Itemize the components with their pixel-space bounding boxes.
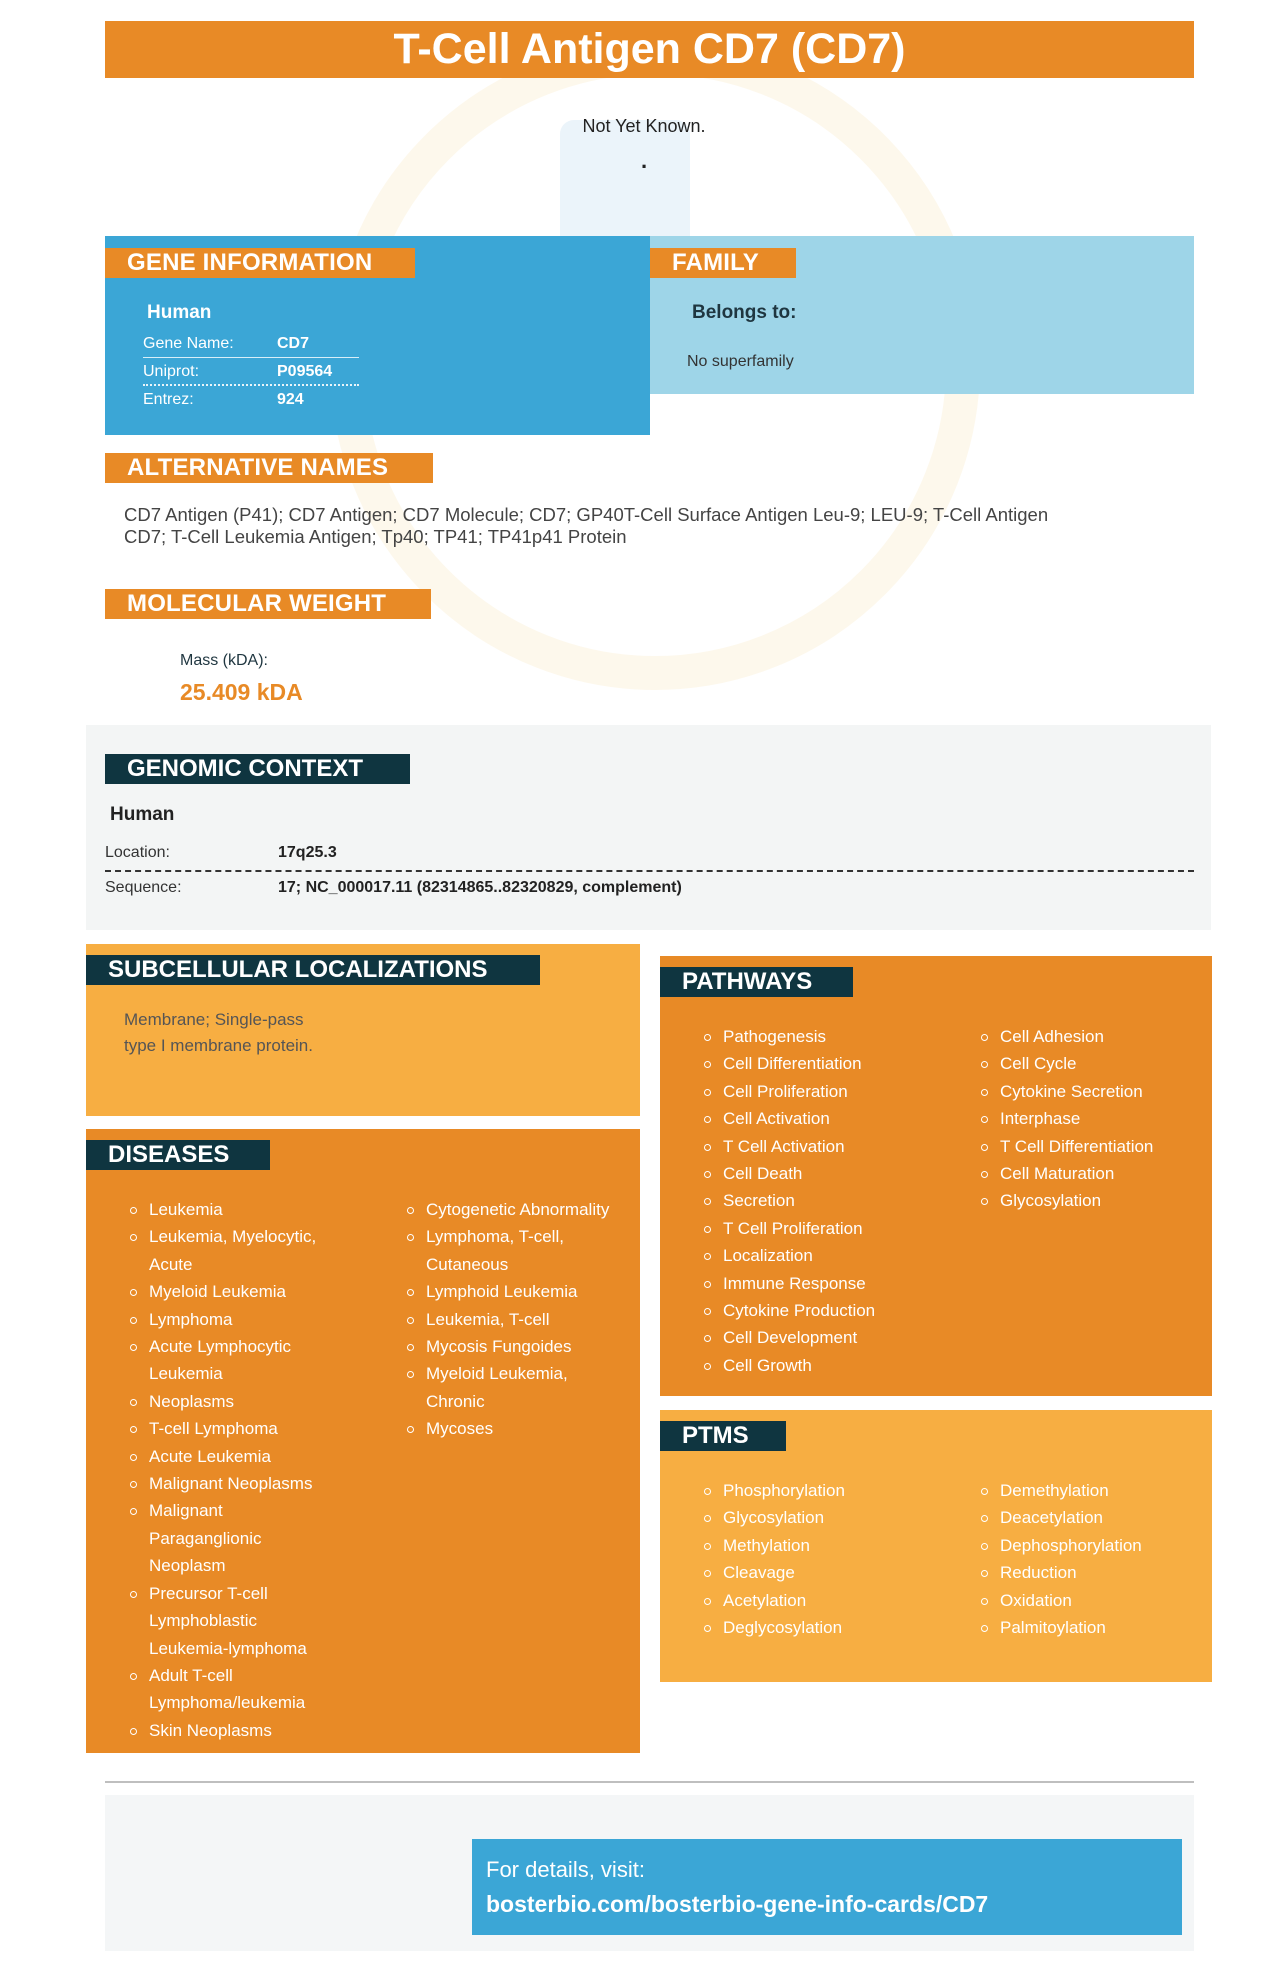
list-item-line: Skin Neoplasms [149, 1720, 272, 1740]
pathways-list-col2 [978, 1023, 1208, 1215]
list-item: Deacetylation [978, 1504, 1208, 1531]
list-item-line: Lymphoid Leukemia [426, 1282, 578, 1302]
list-item [127, 1662, 367, 1717]
list-item: T Cell Activation [701, 1133, 961, 1160]
list-item-line: Mycosis Fungoides [426, 1337, 572, 1357]
sequence-value: 17; NC_000017.11 (82314865..82320829, complement) [278, 879, 682, 896]
entrez-label: Entrez: [143, 391, 194, 408]
list-item: Localization [701, 1242, 961, 1269]
alternative-names-header: ALTERNATIVE NAMES [105, 453, 433, 483]
sequence-label: Sequence: [105, 879, 182, 896]
list-item-line: Leukemia, T-cell [426, 1309, 550, 1329]
list-item-line: T-cell Lymphoma [149, 1419, 278, 1439]
list-item [127, 1306, 367, 1333]
ptms-header: PTMS [660, 1421, 786, 1451]
mass-label: Mass (kDA): [180, 652, 268, 669]
diseases-header: DISEASES [86, 1140, 270, 1170]
list-item [404, 1223, 634, 1278]
family-panel [650, 236, 1194, 394]
list-item-line: Acute Lymphocytic [149, 1337, 292, 1357]
list-item [127, 1388, 367, 1415]
uniprot-row [143, 358, 359, 386]
list-item: Cleavage [701, 1559, 961, 1586]
subcellular-text [124, 1007, 313, 1059]
list-item-line: Mycoses [426, 1419, 494, 1439]
footer-divider [105, 1781, 1194, 1783]
list-item: Glycosylation [701, 1504, 961, 1531]
function-text: Not Yet Known. [582, 116, 706, 136]
list-item-line: Leukemia [149, 1364, 223, 1384]
list-item [404, 1333, 634, 1360]
list-item [127, 1443, 367, 1470]
gene-name-row [143, 330, 359, 358]
list-item-line: Leukemia-lymphoma [149, 1638, 307, 1658]
list-item: Cell Maturation [978, 1160, 1208, 1187]
diseases-list-col2 [404, 1196, 634, 1443]
entrez-row [143, 386, 359, 414]
list-item: Cytokine Production [701, 1297, 961, 1324]
diseases-list-col1 [127, 1196, 367, 1744]
ptms-list-col1 [701, 1477, 961, 1641]
list-item: Glycosylation [978, 1187, 1208, 1214]
gene-species: Human [147, 302, 212, 323]
list-item: Oxidation [978, 1587, 1208, 1614]
list-item-line: Paraganglionic [149, 1528, 262, 1548]
list-item [404, 1306, 634, 1333]
gene-name-value: CD7 [277, 335, 310, 352]
list-item [127, 1196, 367, 1223]
alternative-names-line2: CD7; T-Cell Leukemia Antigen; Tp40; TP41; TP41p41 Protein [124, 526, 627, 547]
uniprot-label: Uniprot: [143, 363, 200, 380]
family-value: No superfamily [687, 353, 794, 370]
list-item-line: Lymphoma/leukemia [149, 1693, 306, 1713]
subcellular-header: SUBCELLULAR LOCALIZATIONS [86, 955, 540, 985]
list-item: Methylation [701, 1532, 961, 1559]
pathways-list-col1 [701, 1023, 961, 1379]
list-item [127, 1333, 367, 1388]
list-item [127, 1580, 367, 1662]
list-item: Cell Proliferation [701, 1078, 961, 1105]
list-item: Secretion [701, 1187, 961, 1214]
list-item [404, 1360, 634, 1415]
location-label: Location: [105, 844, 170, 861]
entrez-value: 924 [277, 391, 304, 408]
pathways-header: PATHWAYS [660, 967, 853, 997]
list-item-line: Malignant [149, 1501, 223, 1521]
list-item: Cell Death [701, 1160, 961, 1187]
list-item-line: Lymphoblastic [149, 1611, 258, 1631]
list-item [404, 1415, 634, 1442]
footer-details-box[interactable] [472, 1839, 1182, 1935]
list-item-line: Acute [149, 1254, 193, 1274]
list-item: Cell Activation [701, 1105, 961, 1132]
mass-value: 25.409 kDA [180, 679, 303, 705]
list-item: Pathogenesis [701, 1023, 961, 1050]
list-item-line: Leukemia [149, 1200, 223, 1219]
ptms-panel [660, 1410, 1212, 1682]
footer-link[interactable]: bosterbio.com/bosterbio-gene-info-cards/CD7 [486, 1891, 989, 1917]
diseases-panel [86, 1129, 640, 1753]
list-item [127, 1470, 367, 1497]
list-item-line: Cutaneous [426, 1254, 509, 1274]
gene-name-label: Gene Name: [143, 335, 234, 352]
genomic-divider [105, 870, 1194, 872]
watermark-logo [560, 120, 690, 250]
list-item: T Cell Differentiation [978, 1133, 1208, 1160]
list-item: Cell Development [701, 1324, 961, 1351]
list-item-line: Malignant Neoplasms [149, 1474, 313, 1494]
family-belongs-label: Belongs to: [692, 302, 797, 323]
list-item-line: Myeloid Leukemia [149, 1282, 287, 1302]
list-item: Cell Growth [701, 1352, 961, 1379]
footer-label: For details, visit: [486, 1857, 645, 1882]
ptms-list-col2 [978, 1477, 1208, 1641]
list-item [127, 1278, 367, 1305]
list-item-line: Lymphoma [149, 1309, 233, 1329]
list-item-line: Adult T-cell [149, 1665, 233, 1685]
list-item: T Cell Proliferation [701, 1215, 961, 1242]
list-item-line: Chronic [426, 1391, 485, 1411]
list-item: Dephosphorylation [978, 1532, 1208, 1559]
gene-information-header: GENE INFORMATION [105, 248, 415, 278]
list-item [127, 1415, 367, 1442]
list-item: Reduction [978, 1559, 1208, 1586]
genomic-context-panel [86, 725, 1211, 930]
subcellular-localizations-panel [86, 944, 640, 1116]
list-item-line: Neoplasm [149, 1556, 226, 1576]
location-value: 17q25.3 [278, 844, 337, 861]
pathways-panel [660, 956, 1212, 1396]
list-item-line: Myeloid Leukemia, [426, 1364, 568, 1384]
list-item: Palmitoylation [978, 1614, 1208, 1641]
subcellular-line2: type I membrane protein. [124, 1036, 313, 1055]
subcellular-line1: Membrane; Single-pass [124, 1010, 304, 1029]
genomic-context-header: GENOMIC CONTEXT [105, 754, 410, 784]
list-item-line: Neoplasms [149, 1391, 235, 1411]
list-item-line: Acute Leukemia [149, 1446, 271, 1466]
list-item: Deglycosylation [701, 1614, 961, 1641]
list-item-line: Cytogenetic Abnormality [426, 1200, 610, 1219]
list-item: Acetylation [701, 1587, 961, 1614]
list-item-line: Leukemia, Myelocytic, [149, 1227, 317, 1247]
list-item: Interphase [978, 1105, 1208, 1132]
family-header: FAMILY [650, 248, 796, 278]
list-item: Demethylation [978, 1477, 1208, 1504]
list-item [404, 1278, 634, 1305]
uniprot-value: P09564 [277, 363, 333, 380]
list-item [127, 1223, 367, 1278]
genomic-species: Human [110, 804, 175, 825]
molecular-weight-header: MOLECULAR WEIGHT [105, 589, 431, 619]
gene-information-panel [105, 236, 650, 435]
alternative-names-text [124, 504, 1184, 548]
alternative-names-line1: CD7 Antigen (P41); CD7 Antigen; CD7 Molecule; CD7; GP40T-Cell Surface Antigen Leu-9; LEU-9; T-Cell Antigen [124, 504, 1049, 525]
list-item-line: Lymphoma, T-cell, [426, 1227, 564, 1247]
list-item: Cell Cycle [978, 1050, 1208, 1077]
function-dot: . [640, 148, 648, 173]
list-item: Cell Differentiation [701, 1050, 961, 1077]
list-item [127, 1717, 367, 1744]
list-item: Phosphorylation [701, 1477, 961, 1504]
page-title: T-Cell Antigen CD7 (CD7) [105, 21, 1194, 78]
list-item: Immune Response [701, 1270, 961, 1297]
list-item: Cell Adhesion [978, 1023, 1208, 1050]
list-item: Cytokine Secretion [978, 1078, 1208, 1105]
list-item [127, 1497, 367, 1579]
list-item-line: Precursor T-cell [149, 1583, 268, 1603]
list-item [404, 1196, 634, 1223]
